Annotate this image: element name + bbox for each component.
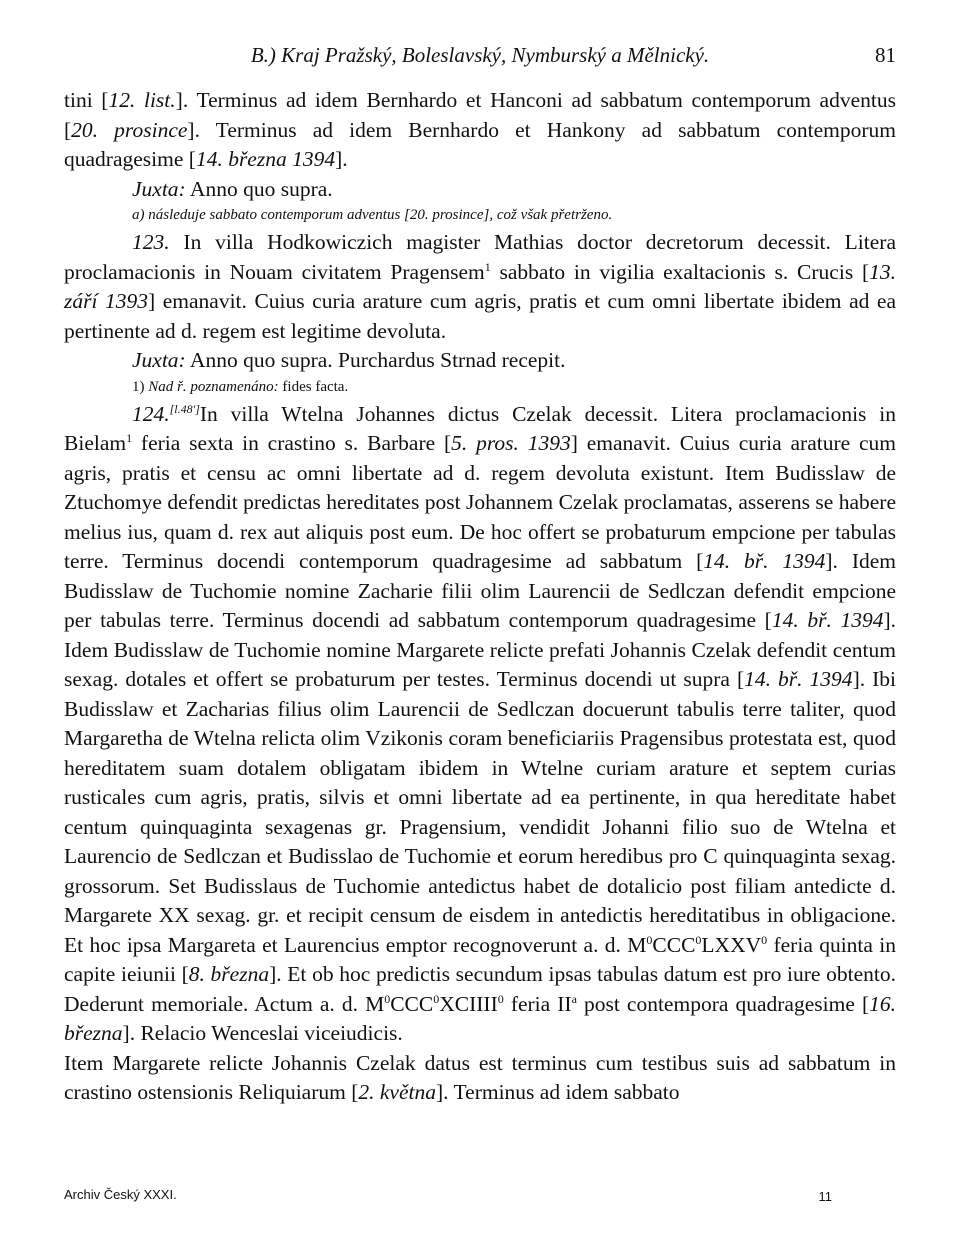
text-segment: ]. Terminus ad idem Bernhardo et Hankony ad sabbatum contemporum quadragesime [ <box>64 117 897 171</box>
text-segment: ]. Ibi Budisslaw et Zacharias filius olim Laurencii de Sedlczan docuerunt tabulis terre taliter, quod Margaretha de Wtelna relicta olim Vzikonis coram beneficiariis Pragensibus protestata est, quod hereditatem suam dotalem obligatam ibidem in Wtelne curiam arature et septem curias rusticales cum agris, pratis, silvis et omni libertate ad ea pertinente, in qua hereditate habet centum quinquaginta sexagenas gr. Pragensium, vendidit Johanni filio suo de Wtelna et Laurencio de Sedlczan et Budisslao de Tuchomie et eorum heredibus pro C quinquaginta sexag. grossorum. Set Budisslaus de Tuchomie antedictus habet de dotalicio post filiam antedicte d. Margarete XX sexag. gr. et recipit censum de eisdem in antedictis hereditatibus in obligacione. Et hoc ipsa Margareta et Laurencius emptor recognoverunt a. d. M <box>64 667 896 957</box>
text-segment: ] emanavit. Cuius curia arature cum agris, pratis et cum omni libertate ibidem ad ea pertinente ad d. regem est legitime devoluta. <box>64 289 896 343</box>
date-gloss: 13. září 1393 <box>64 259 896 313</box>
text-segment: ]. Idem Budisslaw de Tuchomie nomine Margarete relicte prefati Johannis Czelak defendit centum sexag. dotales et offert se probaturum per testes. Terminus docendi ut supra [ <box>64 608 896 691</box>
text-segment: ] emanavit. Cuius curia arature cum agris, pratis et censu ac omni libertate ad d. regem devoluta existunt. Item Budisslaw de Ztuchomye defendit predictas hereditates post Johannem Czelak proclamatas, asserens se habere melius ius, quam d. rex aut aliquis post eum. De hoc offert se probaturum empcione per tabulas terre. Terminus docendi contemporum quadragesime ad sabbatum [ <box>64 431 897 573</box>
page-footer <box>64 1183 896 1207</box>
running-header <box>64 40 896 70</box>
text-segment: CCC <box>390 991 434 1016</box>
entry-122-continuation <box>64 86 896 175</box>
superscript: 0 <box>646 932 653 947</box>
text-segment: post contempora quadragesime [ <box>576 991 870 1016</box>
text-segment: ]. Terminus ad idem sabbato <box>436 1080 680 1104</box>
text-segment: LXXV <box>701 932 762 957</box>
critical-note: a) následuje sabbato contemporum adventus [20. prosince], což však přetrženo. <box>132 207 613 223</box>
text-segment: XCIIII <box>439 991 498 1016</box>
entry-number: 123. <box>132 230 170 254</box>
footnote <box>64 376 896 398</box>
printer-signature: 11 <box>818 1189 832 1204</box>
text-segment: tini [ <box>64 88 109 112</box>
text-segment: ]. <box>335 147 348 171</box>
page-number: 81 <box>875 43 896 67</box>
date-gloss: 8. března <box>188 962 270 986</box>
journal-title: Archiv Český XXXI. <box>64 1187 177 1202</box>
folio-marker: [l.48'] <box>169 401 200 416</box>
superscript: 0 <box>384 991 391 1006</box>
entry-124-continuation <box>64 1049 896 1108</box>
text-segment: ]. Et ob hoc predictis secundum ipsas tabulas datum est pro iure obtento. Dederunt memoriale. Actum a. d. M <box>64 962 896 1016</box>
document-body <box>64 86 896 1108</box>
entry-124 <box>64 400 896 1049</box>
date-gloss: 20. prosince <box>71 117 188 142</box>
text-segment: Item Margarete relicte Johannis Czelak datus est terminus cum testibus suis ad sabbatum in crastino ostensionis Reliquiarum [ <box>64 1050 896 1104</box>
juxta-label: Juxta: <box>132 348 186 372</box>
superscript: 0 <box>497 991 504 1006</box>
text-segment: In villa Wtelna Johannes dictus Czelak decessit. Litera proclamacionis in Bielam <box>64 401 896 455</box>
entry-123 <box>64 228 896 346</box>
footnote-text: fides facta. <box>282 378 349 395</box>
juxta-text: Anno quo supra. <box>189 176 333 201</box>
superscript: 0 <box>761 932 768 947</box>
text-segment: feria sexta in crastino s. Barbare [ <box>132 431 452 455</box>
footnote-marker: 1 <box>126 430 133 445</box>
date-gloss: 16. března <box>64 991 896 1045</box>
text-segment: In villa Hodkowiczich magister Mathias doctor decretorum decessit. Litera proclamacionis in Nouam civitatem Pragensem <box>64 230 896 284</box>
footnote-label: Nad ř. poznamenáno: <box>148 378 279 395</box>
footnote-mark: 1) <box>132 378 145 395</box>
text-segment: ]. Relacio Wenceslai viceiudicis. <box>122 1021 403 1045</box>
superscript: a <box>571 991 577 1006</box>
text-segment: ]. Idem Budisslaw de Tuchomie nomine Zacharie filii olim Laurencii de Sedlczan defendit empcione per tabulas terre. Terminus docendi ad sabbatum contemporum quadragesime [ <box>64 549 896 632</box>
date-gloss: 2. května <box>358 1080 436 1104</box>
text-segment: feria quinta in capite ieiunii [ <box>64 932 897 986</box>
juxta-text: Anno quo supra. Purchardus Strnad recepit. <box>189 348 566 372</box>
juxta-line <box>64 346 896 376</box>
date-gloss: 14. bř. 1394 <box>703 549 826 573</box>
superscript: 0 <box>433 991 440 1006</box>
text-segment: sabbato in vigilia exaltacionis s. Crucis [ <box>490 259 870 284</box>
date-gloss: 14. března 1394 <box>195 147 336 171</box>
entry-number: 124. <box>132 401 170 426</box>
date-gloss: 14. bř. 1394 <box>744 667 853 691</box>
date-gloss: 12. list. <box>108 88 176 112</box>
running-title: B.) Kraj Pražský, Boleslavský, Nymburský a Mělnický. <box>250 43 710 67</box>
text-segment: feria II <box>503 991 572 1016</box>
juxta-label: Juxta: <box>132 176 186 201</box>
superscript: 0 <box>695 932 702 947</box>
text-segment: ]. Terminus ad idem Bernhardo et Hanconi ad sabbatum contemporum adventus [ <box>64 88 896 142</box>
footnote-marker: 1 <box>484 259 491 274</box>
text-segment: CCC <box>652 932 696 957</box>
date-gloss: 14. bř. 1394 <box>771 608 884 632</box>
juxta-line <box>64 175 896 205</box>
date-gloss: 5. pros. 1393 <box>451 431 571 455</box>
